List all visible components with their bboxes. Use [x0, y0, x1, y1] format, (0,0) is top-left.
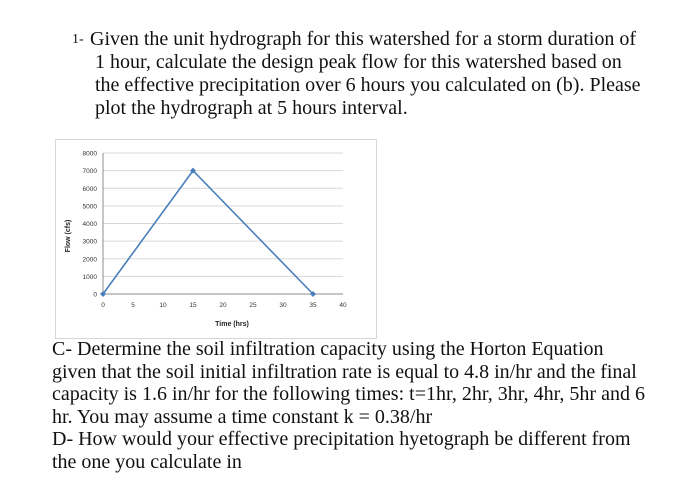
question-1-line: the effective precipitation over 6 hours you calculated on (b). Please [95, 74, 641, 96]
x-tick-label: 0 [101, 302, 105, 309]
question-1-line: plot the hydrograph at 5 hours interval. [95, 97, 408, 119]
question-d-line: D- How would your effective precipitation hyetograph be different from [52, 428, 631, 450]
y-axis-label: Flow (cfs) [65, 219, 72, 253]
question-1-line: Given the unit hydrograph for this watershed for a storm duration of [90, 28, 636, 50]
y-tick-label: 3000 [82, 238, 97, 246]
x-tick-label: 10 [159, 302, 167, 309]
question-c-line: hr. You may assume a time constant k = 0.38/hr [52, 405, 433, 428]
question-d-line: the one you calculate in [52, 450, 242, 473]
question-c-line: C- Determine the soil infiltration capacity using the Horton Equation [52, 338, 604, 360]
y-tick-label: 6000 [82, 185, 97, 193]
y-tick-label: 1000 [82, 273, 97, 281]
question-c-d [52, 338, 682, 473]
x-tick-label: 20 [219, 302, 227, 309]
chart-svg [56, 140, 376, 338]
question-1-number: 1- [72, 32, 84, 47]
y-tick-label: 4000 [82, 221, 97, 228]
x-tick-label: 30 [279, 302, 287, 309]
x-tick-label: 40 [339, 302, 347, 309]
question-c-line: given that the soil initial infiltration rate is equal to 4.8 in/hr and the final [52, 360, 637, 383]
question-1 [72, 28, 672, 120]
y-tick-label: 7000 [82, 168, 97, 176]
tick-labels [83, 151, 347, 310]
series [100, 168, 316, 297]
x-tick-label: 25 [249, 302, 257, 309]
grid-lines [103, 153, 343, 294]
question-c-line: capacity is 1.6 in/hr for the following times: t=1hr, 2hr, 3hr, 4hr, 5hr and 6 [52, 383, 645, 405]
unit-hydrograph-chart [55, 139, 377, 339]
y-tick-label: 8000 [82, 150, 97, 158]
x-tick-label: 15 [189, 302, 197, 309]
x-tick-label: 35 [309, 302, 317, 309]
y-tick-label: 2000 [82, 256, 97, 264]
x-axis-label: Time (hrs) [215, 321, 249, 328]
y-tick-label: 0 [93, 291, 97, 299]
x-tick-label: 5 [131, 302, 135, 309]
y-tick-label: 5000 [82, 203, 97, 211]
series-line [103, 171, 313, 294]
question-1-line: 1 hour, calculate the design peak flow for this watershed based on [95, 51, 622, 73]
